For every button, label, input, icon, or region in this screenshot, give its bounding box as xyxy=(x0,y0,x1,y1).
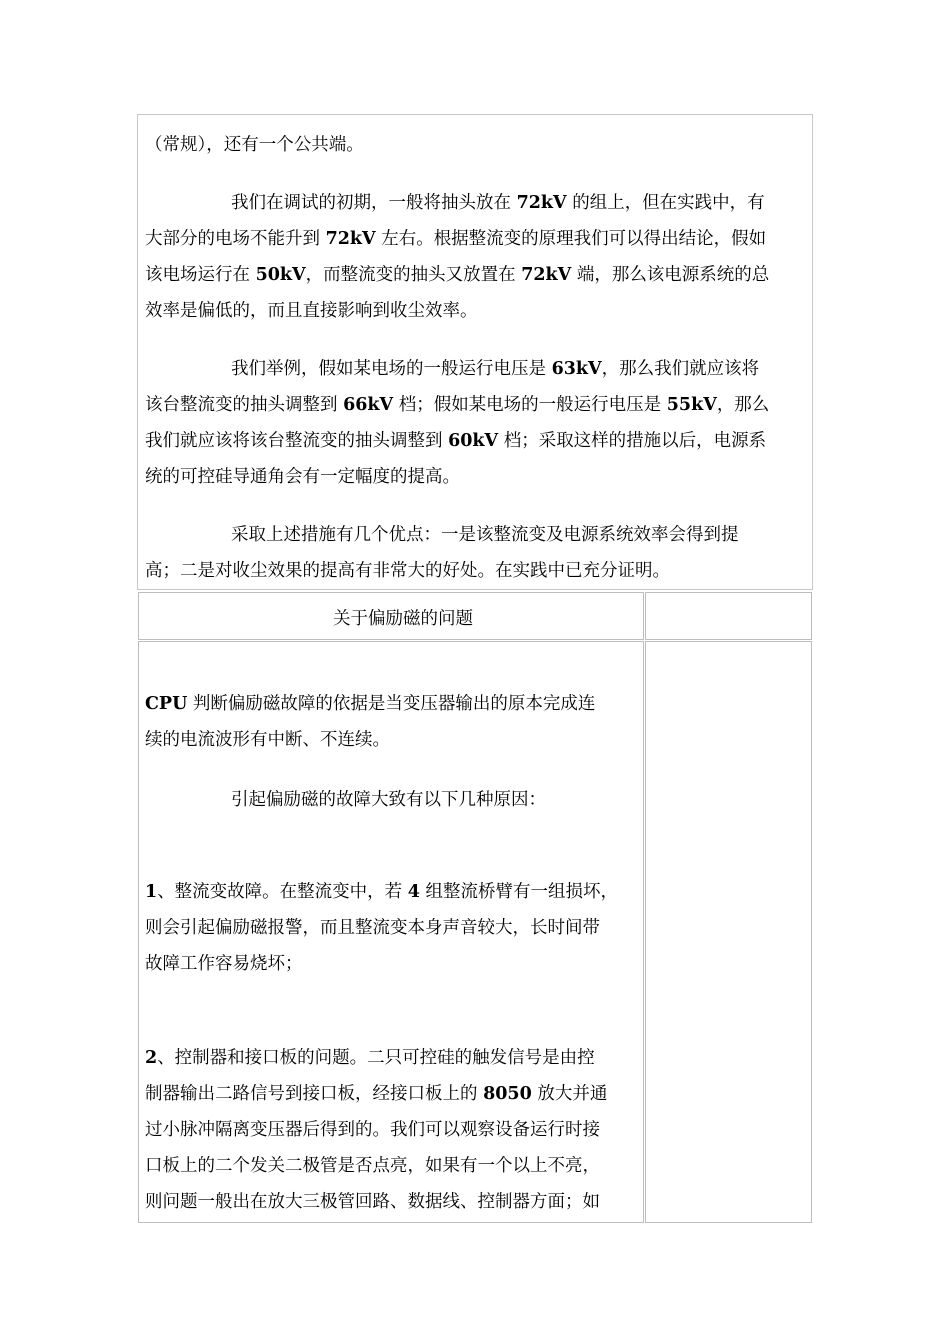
section-heading: 关于偏励磁的问题 xyxy=(333,609,473,629)
list-item-line: 制器输出二路信号到接口板，经接口板上的 8050 放大并通 xyxy=(145,1084,608,1104)
paragraph-line: 该电场运行在 50kV，而整流变的抽头又放置在 72kV 端，那么该电源系统的总 xyxy=(145,265,770,285)
heading-side-cell xyxy=(645,592,812,640)
list-item-line: 故障工作容易烧坏； xyxy=(145,954,303,974)
paragraph-line: 统的可控硅导通角会有一定幅度的提高。 xyxy=(145,467,460,487)
paragraph-line: CPU 判断偏励磁故障的依据是当变压器输出的原本完成连 xyxy=(145,694,596,714)
list-item-line: 则会引起偏励磁报警，而且整流变本身声音较大，长时间带 xyxy=(145,918,600,938)
body-side-cell xyxy=(645,641,812,1223)
list-item-line: 口板上的二个发关二极管是否点亮，如果有一个以上不亮， xyxy=(145,1156,600,1176)
list-item-line: 2、控制器和接口板的问题。二只可控硅的触发信号是由控 xyxy=(145,1048,595,1068)
paragraph-line: 续的电流波形有中断、不连续。 xyxy=(145,730,390,750)
paragraph-line: 我们举例，假如某电场的一般运行电压是 63kV，那么我们就应该将 xyxy=(231,359,760,379)
paragraph-line: 该台整流变的抽头调整到 66kV 档；假如某电场的一般运行电压是 55kV，那么 xyxy=(145,395,770,415)
paragraph-line: 高；二是对收尘效果的提高有非常大的好处。在实践中已充分证明。 xyxy=(145,561,670,581)
paragraph-line: 大部分的电场不能升到 72kV 左右。根据整流变的原理我们可以得出结论，假如 xyxy=(145,229,767,249)
list-item-line: 1、整流变故障。在整流变中，若 4 组整流桥臂有一组损坏， xyxy=(145,882,618,902)
paragraph-line: 我们就应该将该台整流变的抽头调整到 60kV 档；采取这样的措施以后，电源系 xyxy=(145,431,767,451)
list-item-line: 过小脉冲隔离变压器后得到的。我们可以观察设备运行时接 xyxy=(145,1120,600,1140)
paragraph-line: （常规），还有一个公共端。 xyxy=(145,135,364,155)
list-item-line: 则问题一般出在放大三极管回路、数据线、控制器方面；如 xyxy=(145,1192,600,1212)
paragraph-line: 我们在调试的初期，一般将抽头放在 72kV 的组上，但在实践中，有 xyxy=(231,193,765,213)
paragraph-line: 引起偏励磁的故障大致有以下几种原因： xyxy=(231,790,546,810)
paragraph-line: 采取上述措施有几个优点：一是该整流变及电源系统效率会得到提 xyxy=(231,525,739,545)
paragraph-line: 效率是偏低的，而且直接影响到收尘效率。 xyxy=(145,301,478,321)
